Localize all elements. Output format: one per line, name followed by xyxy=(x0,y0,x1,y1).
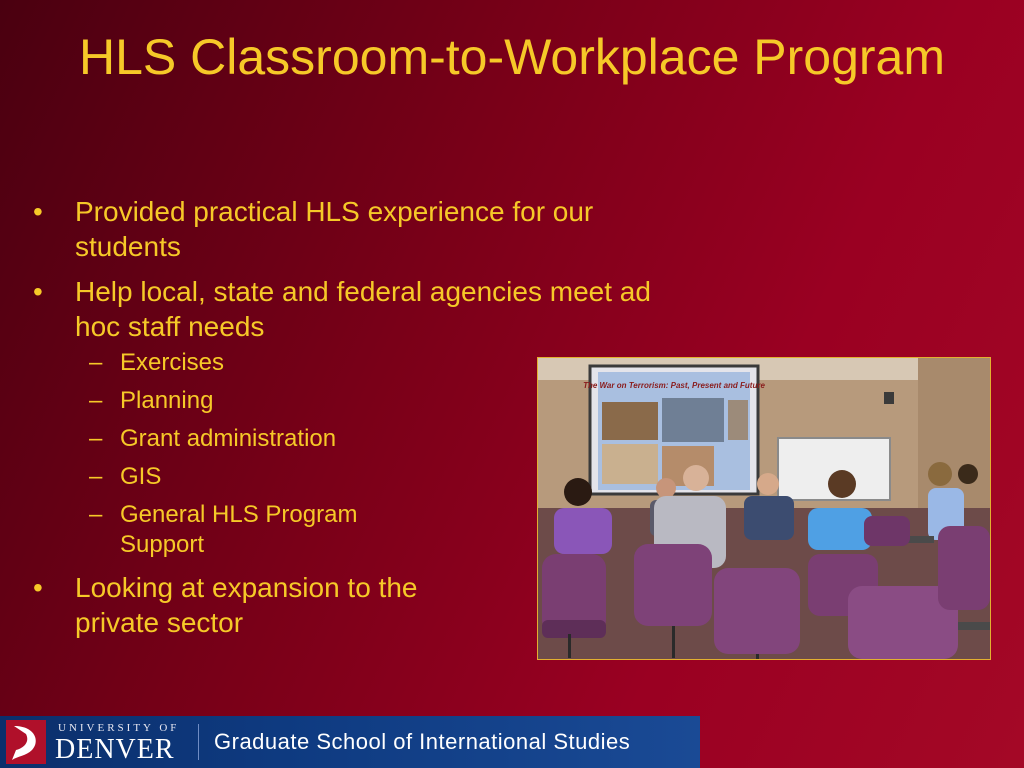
university-small-label: UNIVERSITY OF xyxy=(58,722,180,734)
classroom-photo xyxy=(537,357,991,660)
sub-bullet-item xyxy=(75,386,420,416)
bullet-text: Looking at expansion to the private sector xyxy=(75,572,418,638)
bullet-item xyxy=(28,570,505,640)
footer-banner xyxy=(0,716,700,768)
sub-bullet-text: Grant administration xyxy=(120,425,337,452)
sub-bullet-marker: – xyxy=(89,349,103,376)
school-name: Graduate School of International Studies xyxy=(214,729,631,754)
sub-bullet-item xyxy=(75,348,420,378)
footer-divider xyxy=(198,724,199,760)
sub-bullet-marker: – xyxy=(89,463,103,490)
university-name: DENVER xyxy=(55,734,175,765)
classroom-photo-illustration xyxy=(538,358,990,659)
bullet-item xyxy=(28,194,668,264)
bullet-marker: • xyxy=(33,276,43,307)
bullet-text: Help local, state and federal agencies meet ad hoc staff needs xyxy=(75,276,651,342)
bullet-marker: • xyxy=(33,196,43,227)
slide-title: HLS Classroom-to-Workplace Program xyxy=(79,29,945,85)
screen-title-text: The War on Terrorism: Past, Present and Future xyxy=(583,381,765,390)
sub-bullet-marker: – xyxy=(89,425,103,452)
sub-bullet-text: General HLS Program Support xyxy=(120,501,358,558)
sub-bullet-marker: – xyxy=(89,501,103,528)
sub-bullet-item xyxy=(75,462,420,492)
sub-bullet-item xyxy=(75,424,420,454)
university-logo-icon xyxy=(6,720,46,764)
sub-bullet-item xyxy=(75,500,420,560)
bullet-marker: • xyxy=(33,572,43,603)
sub-bullet-text: GIS xyxy=(120,463,162,490)
bullet-text: Provided practical HLS experience for our students xyxy=(75,196,594,262)
sub-bullet-text: Exercises xyxy=(120,349,225,376)
sub-bullet-text: Planning xyxy=(120,387,214,414)
sub-bullet-marker: – xyxy=(89,387,103,414)
